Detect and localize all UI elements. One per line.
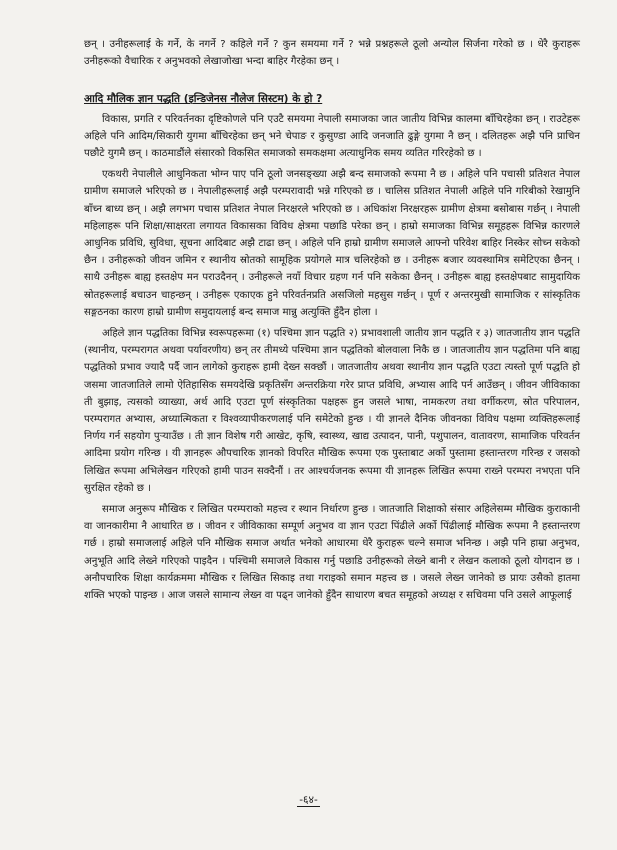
- paragraph: एकथरी नेपालीले आधुनिकता भोग्न पाए पनि ठूलो जनसङ्ख्या अझै बन्द समाजको रूपमा नै छ । अहिले पनि पचासी प्रतिशत नेपाल ग्रामीण समाजले भरिएको छ । नेपालीहरूलाई अझै परम्परावादी भन्ने गरिएको छ । चालिस प्रतिशत नेपाली अहिले पनि गरिबीको रेखामुनि बाँच्न बाध्य छन् । अझै लगभग पचास प्रतिशत नेपाल निरक्षरले भरिएको छ । अधिकांश निरक्षरहरू ग्रामीण क्षेत्रमा बसोबास गर्छन् । नेपाली महिलाहरू पनि शिक्षा/साक्षरता लगायत विकासका विविध क्षेत्रमा पछाडि परेका छन् । हाम्रो समाजका विभिन्न समूहहरू विभिन्न कारणले आधुनिक प्रविधि, सुविधा, सूचना आदिबाट अझै टाढा छन् । अहिले पनि हाम्रो ग्रामीण समाजले आफ्नो परिवेश बाहिर निस्केर सोच्न सकेको छैन । उनीहरूको जीवन जमिन र स्थानीय स्रोतको सामूहिक प्रयोगले मात्र चलिरहेको छ । उनीहरू बजार व्यवस्थामित्र समेटिएका छैनन् । साथै उनीहरू बाह्य हस्तक्षेप मन पराउदैनन् । उनीहरूले नयाँ विचार ग्रहण गर्न पनि सकेका छैनन् । उनीहरू बाह्य हस्तक्षेपबाट सामुदायिक स्रोतहरूलाई बचाउन चाहन्छन् । उनीहरू एकाएक हुने परिवर्तनप्रति असजिलो महसुस गर्छन् । पूर्ण र अन्तरमुखी सामाजिक र सांस्कृतिक सङ्गठनका कारण हाम्रो ग्रामीण समुदायलाई बन्द समाज मान्नु अत्युक्ति हुँदैन होला ।: [84, 169, 580, 318]
- section-heading: आदि मौलिक ज्ञान पद्धति (इन्डिजेनस नौलेज सिस्टम) के हो ?: [84, 93, 323, 106]
- paragraph: विकास, प्रगति र परिवर्तनका दृष्टिकोणले पनि एउटै समयमा नेपाली समाजका जात जातीय विभिन्न कालमा बाँचिरहेका छन् । राउटेहरू अहिले पनि आदिम/सिकारी युगमा बाँचिरहेका छन् भने चेपाङ र कुसुण्डा आदि जनजाति ढुङ्गे युगमा नै छन् । दलितहरू अझै पनि प्राचिन पछौटे युगमै छन् । काठमाडौंले संसारको विकसित समाजको समकक्षमा अत्याधुनिक समय व्यतित गरिरहेको छ ।: [84, 113, 580, 160]
- paragraph: अहिले ज्ञान पद्धतिका विभिन्न स्वरूपहरूमा (१) पश्चिमा ज्ञान पद्धति २) प्रभावशाली जातीय ज्ञान पद्धति र ३) जातजातीय ज्ञान पद्धति (स्थानीय, परम्परागत अथवा पर्यावरणीय) छन् तर तीमध्ये पश्चिमा ज्ञान पद्धतिको बोलवाला निकै छ । जातजातीय ज्ञान पद्धतिमा पनि बाह्य पद्धतिको प्रभाव ज्यादै पर्दै जान लागेको कुराहरू हामी देख्न सक्छौं । जातजातीय अथवा स्थानीय ज्ञान पद्धति एउटा त्यस्तो पूर्ण पद्धति हो जसमा जातजातिले लामो ऐतिहासिक समयदेखि प्रकृतिसँग अन्तरक्रिया गरेर प्राप्त प्रविधि, अभ्यास आदि पर्न आउँछन् । जीवन जीविकाका ती बुझाइ, त्यसको व्याख्या, अर्थ आदि एउटा पूर्ण संस्कृतिका पक्षहरू हुन जसले भाषा, नामकरण तथा वर्गीकरण, स्रोत परिपालन, परम्परागत अभ्यास, अध्यात्मिकता र विश्वव्यापीकरणलाई पनि समेटेको हुन्छ । यी ज्ञानले दैनिक जीवनका विविध पक्षमा व्यक्तिहरूलाई निर्णय गर्न सहयोग पुऱ्याउँछ । ती ज्ञान विशेष गरी आखेट, कृषि, स्वास्थ्य, खाद्य उत्पादन, पानी, पशुपालन, वातावरण, सामाजिक परिवर्तन आदिमा प्रयोग गरिन्छ । यी ज्ञानहरू औपचारिक ज्ञानको विपरित मौखिक रूपमा एक पुस्ताबाट अर्को पुस्तामा हस्तान्तरण गरिन्छ र जसको लिखित रूपमा अभिलेखन गरिएको हामी पाउन सक्दैनौं । तर आश्चर्यजनक रूपमा यी ज्ञानहरू लिखित रूपमा राख्ने परम्परा नभएता पनि सुरक्षित रहेको छ ।: [84, 328, 580, 494]
- paragraph: समाज अनुरूप मौखिक र लिखित परम्पराको महत्त्व र स्थान निर्धारण हुन्छ । जातजाति शिक्षाको संसार अहिलेसम्म मौखिक कुराकानी वा जानकारीमा नै आधारित छ । जीवन र जीविकाका सम्पूर्ण अनुभव वा ज्ञान एउटा पिंढीले अर्को पिंढीलाई मौखिक रूपमा नै हस्तान्तरण गर्छ । हाम्रो समाजलाई अहिले पनि मौखिक समाज अर्थात भनेको आधारमा धेरै कुराहरू चल्ने समाज भनिन्छ । अझै पनि हाम्रा अनुभव, अनुभूति आदि लेख्ने गरिएको पाइदैन । पश्चिमी समाजले विकास गर्नु पछाडि उनीहरूको लेख्ने बानी र लेखन कलाको ठूलो योगदान छ । अनौपचारिक शिक्षा कार्यक्रममा मौखिक र लिखित सिकाइ तथा गराइको समान महत्त्व छ । जसले लेख्न जानेको छ प्रायः उसैको हातमा शक्ति भएको पाइन्छ । आज जसले सामान्य लेख्न वा पढ्न जानेको हुँदैन साधारण बचत समूहको अध्यक्ष र सचिवमा पनि उसले आफूलाई: [84, 504, 580, 602]
- paragraph-continuation: छन् । उनीहरूलाई के गर्ने, के नगर्ने ? कहिले गर्ने ? कुन समयमा गर्ने ? भन्ने प्रश्नहरूले ठूलो अन्योल सिर्जना गरेको छ । धेरै कुराहरू उनीहरूको वैचारिक र अनुभवको लेखाजोखा भन्दा बाहिर गैरहेका छन् ।: [84, 39, 580, 68]
- body-text: [84, 36, 580, 604]
- page-number-container: [0, 793, 617, 807]
- page-number: -६४-: [299, 794, 318, 806]
